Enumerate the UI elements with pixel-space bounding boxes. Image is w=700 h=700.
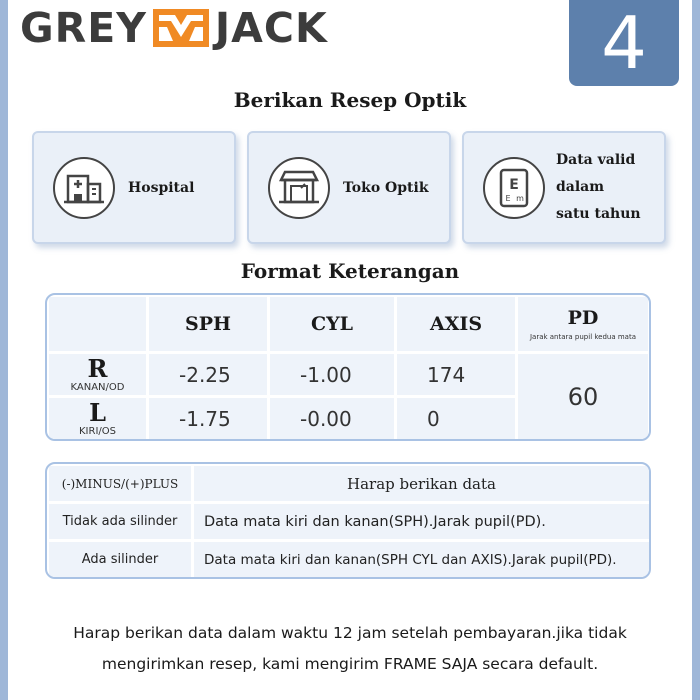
pd-value: 60 [518, 354, 648, 439]
footer-line2: mengirimkan resep, kami mengirim FRAME SAJA secara default. [101, 655, 599, 673]
instruction-table [45, 462, 651, 579]
footer-line1: Harap berikan data dalam waktu 12 jam setelah pembayaran.jika tidak [73, 624, 627, 642]
instruction-header-right: Harap berikan data [194, 466, 649, 501]
eye-chart-icon [482, 156, 546, 220]
right-cyl-value: -1.00 [270, 354, 394, 395]
table-corner-cell [49, 297, 146, 351]
card-hospital-label: Hospital [128, 179, 195, 196]
instruction-row-no-cylinder-data: Data mata kiri dan kanan(SPH).Jarak pupil(PD). [194, 504, 649, 539]
right-sph-value: -2.25 [149, 354, 267, 395]
header-pd [518, 297, 648, 351]
svg-text:m: m [516, 193, 524, 203]
row-eye-left [49, 398, 146, 439]
eye-right-letter: R [87, 353, 108, 383]
instruction-row-cylinder-data: Data mata kiri dan kanan(SPH CYL dan AXIS).Jarak pupil(PD). [194, 542, 649, 577]
instruction-row-no-cylinder: Tidak ada silinder [49, 504, 191, 539]
left-axis-value: 0 [397, 398, 515, 439]
prescription-table [45, 293, 651, 441]
brand-right-text: JACK [214, 4, 328, 52]
card-hospital [32, 131, 236, 244]
eye-left-label: KIRI/OS [79, 425, 116, 437]
header-cyl: CYL [270, 297, 394, 351]
brand-mark-icon [153, 9, 209, 47]
card-validity-line1: Data valid dalam [556, 152, 636, 195]
card-validity-line2: satu tahun [556, 206, 641, 222]
left-cyl-value: -0.00 [270, 398, 394, 439]
instruction-header-left: (-)MINUS/(+)PLUS [49, 466, 191, 501]
svg-text:E: E [505, 193, 511, 203]
header-axis: AXIS [397, 297, 515, 351]
eye-right-label: KANAN/OD [70, 381, 125, 393]
card-validity-label [556, 147, 664, 228]
header-sph: SPH [149, 297, 267, 351]
section-title-format: Format Keterangan [240, 259, 460, 283]
card-validity [462, 131, 666, 244]
hospital-icon [52, 156, 116, 220]
brand-left-text: GREY [20, 4, 147, 52]
header-pd-label: PD [567, 307, 599, 329]
section-title-prescription: Berikan Resep Optik [233, 88, 467, 112]
eye-left-letter: L [89, 397, 106, 427]
step-badge [569, 0, 679, 86]
card-optical-store [247, 131, 451, 244]
brand-logo [20, 6, 328, 50]
svg-text:E: E [509, 176, 519, 193]
card-store-label: Toko Optik [343, 179, 429, 196]
right-axis-value: 174 [397, 354, 515, 395]
header-pd-note: Jarak antara pupil kedua mata [529, 333, 637, 341]
row-eye-right [49, 354, 146, 395]
instruction-row-cylinder: Ada silinder [49, 542, 191, 577]
store-icon [267, 156, 331, 220]
footer-note [30, 618, 670, 680]
left-sph-value: -1.75 [149, 398, 267, 439]
step-number: 4 [601, 1, 647, 85]
